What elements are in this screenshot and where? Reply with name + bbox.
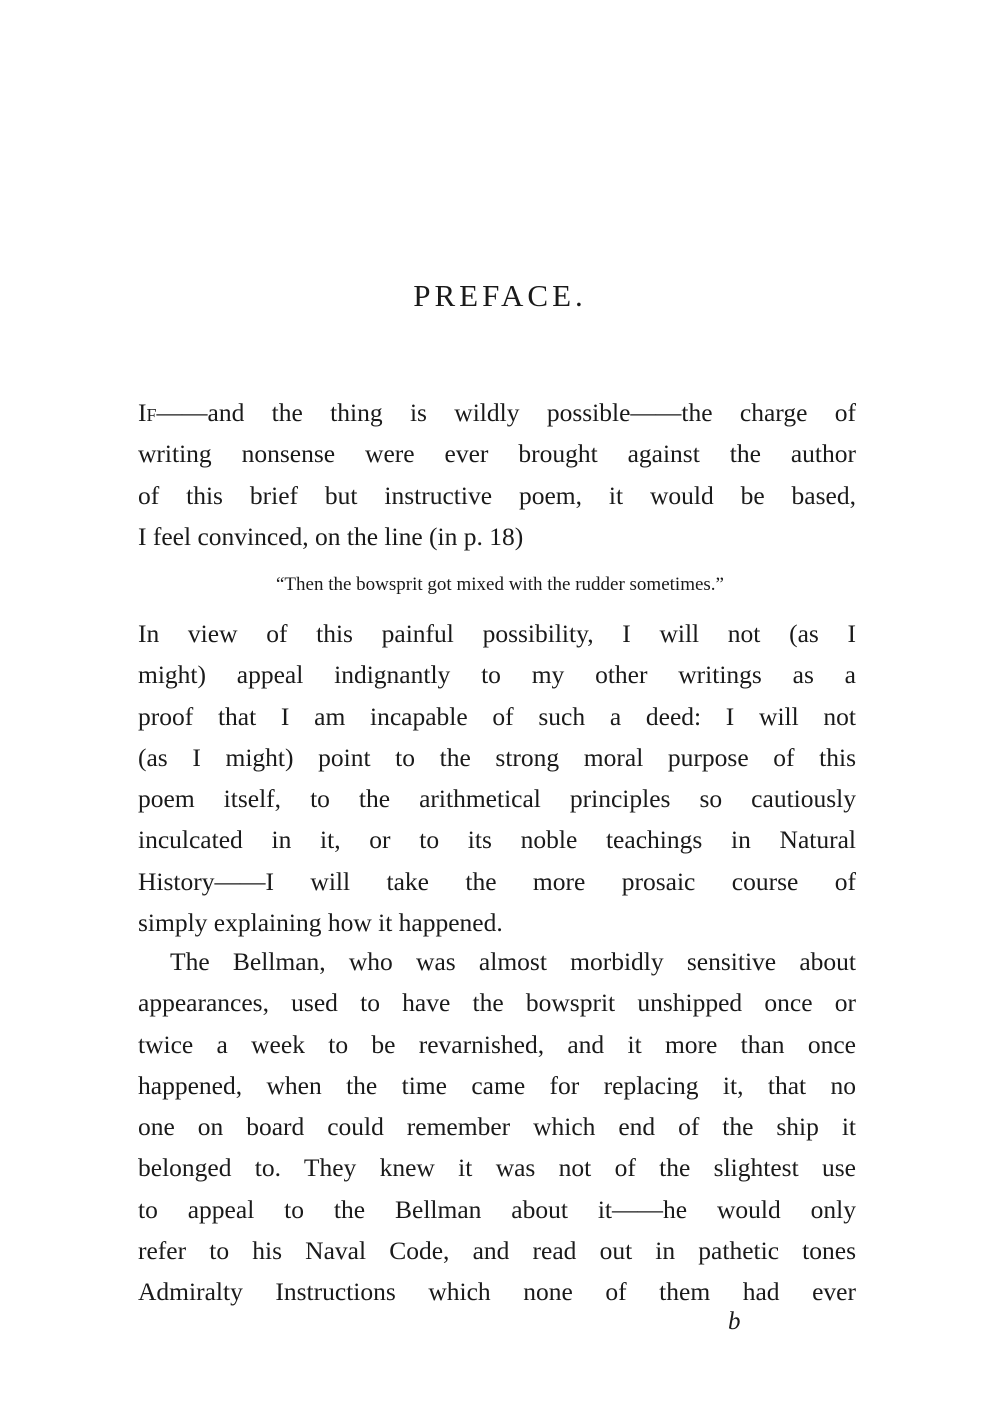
text-line: appearances, used to have the bowsprit unshipped once or — [138, 988, 856, 1018]
text-line: Admiralty Instructions which none of them had ever — [138, 1277, 856, 1307]
text-line: I feel convinced, on the line (in p. 18) — [138, 521, 524, 551]
paragraph-2 — [138, 613, 856, 943]
page-title: PREFACE. — [413, 278, 587, 313]
text-line: happened, when the time came for replacing it, that no — [138, 1070, 856, 1100]
text-line: might) appeal indignantly to my other writings as a — [138, 660, 856, 690]
text-line: of this brief but instructive poem, it would be based, — [138, 480, 856, 510]
text-line: belonged to. They knew it was not of the slightest use — [138, 1153, 856, 1183]
text-line: inculcated in it, or to its noble teachings in Natural — [138, 825, 856, 855]
paragraph-3 — [138, 941, 856, 1313]
text-line-rest: ——and the thing is wildly possible——the charge of — [156, 398, 856, 427]
block-quote: “Then the bowsprit got mixed with the rudder sometimes.” — [276, 574, 724, 595]
text-line — [138, 392, 856, 433]
text-line: to appeal to the Bellman about it——he would only — [138, 1194, 856, 1224]
text-line: proof that I am incapable of such a deed: I will not — [138, 701, 856, 731]
text-line: refer to his Naval Code, and read out in pathetic tones — [138, 1236, 856, 1266]
text-line: (as I might) point to the strong moral purpose of this — [138, 742, 856, 772]
text-line: one on board could remember which end of the ship it — [138, 1112, 856, 1142]
text-line: simply explaining how it happened. — [138, 908, 503, 938]
text-line: writing nonsense were ever brought against the author — [138, 439, 856, 469]
text-line: In view of this painful possibility, I will not (as I — [138, 619, 856, 648]
text-line: The Bellman, who was almost morbidly sensitive about — [170, 947, 856, 976]
text-line: poem itself, to the arithmetical principles so cautiously — [138, 784, 856, 814]
paragraph-1 — [138, 392, 856, 557]
text-line: History——I will take the more prosaic course of — [138, 866, 856, 896]
signature-mark: b — [728, 1308, 741, 1335]
text-line: twice a week to be revarnished, and it more than once — [138, 1029, 856, 1059]
drop-lead-word: If — [138, 398, 157, 427]
